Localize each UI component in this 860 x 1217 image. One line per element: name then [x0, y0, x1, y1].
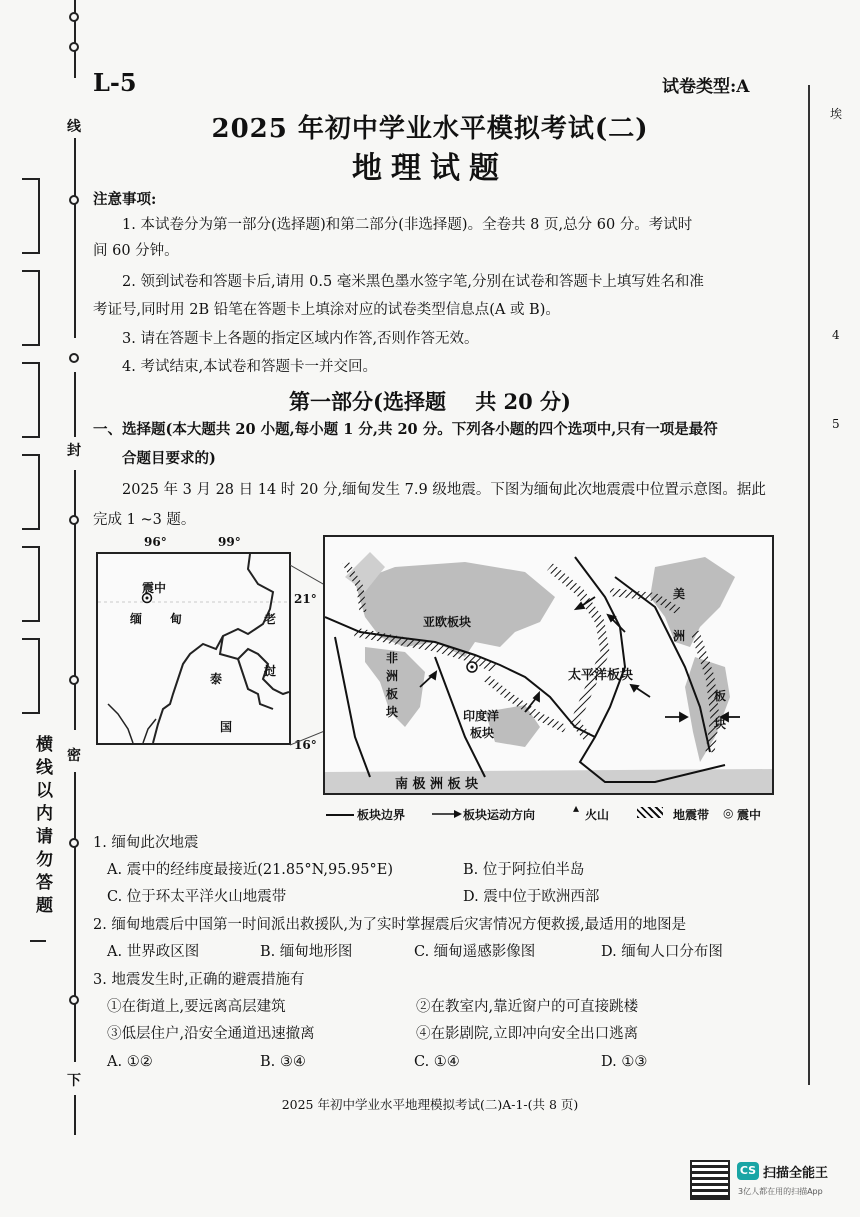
legend-volcano: 火山 — [585, 808, 610, 822]
q2-option-c: C. 缅甸遥感影像图 — [414, 944, 536, 960]
volcano-icon: ▴ — [573, 801, 580, 815]
part1-instruction-cont: 合题目要求的) — [122, 450, 216, 467]
plate-eurasia: 亚欧板块 — [423, 615, 472, 629]
myanmar-map — [96, 552, 291, 745]
q3-item-1: ①在街道上,要远离高层建筑 — [107, 999, 286, 1015]
legend-boundary-line — [326, 814, 354, 816]
margin-char-xia: 下 — [67, 1073, 81, 1089]
myanmar-border-lines — [98, 554, 289, 743]
legend-motion: 板块运动方向 — [463, 808, 536, 822]
plate-america: 美 — [673, 587, 686, 601]
legend-boundary: 板块边界 — [357, 808, 406, 822]
margin-dot — [69, 995, 79, 1005]
margin-dot — [69, 42, 79, 52]
q2-option-b: B. 缅甸地形图 — [260, 944, 353, 960]
margin-bracket — [22, 178, 40, 254]
laos-label: 老 — [264, 612, 277, 626]
question-1-stem: 1. 缅甸此次地震 — [93, 835, 199, 851]
note-line: 2. 领到试卷和答题卡后,请用 0.5 毫米黑色墨水签字笔,分别在试卷和答题卡上填写姓名和准 — [122, 274, 704, 290]
margin-dot — [69, 515, 79, 525]
note-line: 考证号,同时用 2B 铅笔在答题卡上填涂对应的试卷类型信息点(A 或 B)。 — [93, 302, 560, 318]
question-2-stem: 2. 缅甸地震后中国第一时间派出救援队,为了实时掌握震后灾害情况方便救援,最适用的地图是 — [93, 917, 687, 933]
note-line: 1. 本试卷分为第一部分(选择题)和第二部分(非选择题)。全卷共 8 页,总分 60 分。考试时 — [122, 217, 693, 233]
context-text-cont: 完成 1 ~3 题。 — [93, 512, 196, 528]
q1-option-b: B. 位于阿拉伯半岛 — [463, 862, 585, 878]
plate-africa: 板 — [386, 687, 399, 701]
plate-pacific: 太平洋板块 — [568, 668, 634, 683]
qr-code-icon — [690, 1160, 730, 1200]
q1-option-d: D. 震中位于欧洲西部 — [463, 889, 600, 905]
margin-dot — [69, 195, 79, 205]
margin-dot — [69, 838, 79, 848]
plate-africa: 非 — [386, 651, 399, 665]
scanner-name: 扫描全能王 — [763, 1166, 829, 1181]
world-plate-map — [323, 535, 774, 795]
q3-option-d: D. ①③ — [601, 1054, 648, 1070]
right-edge-char: 埃 — [830, 107, 843, 121]
margin-bracket — [22, 454, 40, 530]
q1-option-a: A. 震中的经纬度最接近(21.85°N,95.95°E) — [107, 862, 393, 878]
scanner-tagline: 3亿人都在用的扫描App — [738, 1187, 823, 1196]
lon-96: 96° — [144, 535, 167, 549]
legend-hatch-icon — [637, 807, 663, 818]
exam-title: 2025 年初中学业水平模拟考试(二) — [211, 114, 649, 144]
legend-quake-belt: 地震带 — [673, 808, 710, 822]
epicenter-label: 震中 — [142, 581, 167, 595]
q2-option-d: D. 缅甸人口分布图 — [601, 944, 723, 960]
thailand-label: 国 — [220, 720, 233, 734]
margin-dot — [69, 12, 79, 22]
paper-type: 试卷类型:A — [662, 77, 750, 97]
legend-epicenter: 震中 — [737, 808, 762, 822]
thailand-label: 泰 — [210, 672, 223, 686]
myanmar-label: 甸 — [170, 612, 183, 626]
lon-99: 99° — [218, 535, 241, 549]
myanmar-label: 缅 — [130, 612, 143, 626]
paper-code: L-5 — [93, 68, 137, 97]
margin-char-feng: 封 — [67, 443, 81, 459]
plate-africa: 洲 — [386, 669, 399, 683]
q3-item-4: ④在影剧院,立即冲向安全出口逃离 — [416, 1026, 639, 1042]
epicenter-icon: ◎ — [723, 806, 734, 820]
plate-africa: 块 — [386, 705, 399, 719]
plate-america: 板 — [714, 689, 727, 703]
notes-heading: 注意事项: — [93, 191, 157, 208]
margin-dot — [69, 353, 79, 363]
q3-option-c: C. ①④ — [414, 1054, 460, 1070]
plate-indian: 板块 — [470, 726, 495, 740]
q3-item-2: ②在教室内,靠近窗户的可直接跳楼 — [416, 999, 639, 1015]
note-line: 间 60 分钟。 — [93, 243, 179, 259]
margin-warning: 横线以内请勿答题 — [32, 735, 52, 919]
margin-char-mi: 密 — [67, 748, 81, 764]
note-line: 3. 请在答题卡上各题的指定区域内作答,否则作答无效。 — [122, 331, 479, 347]
plate-america: 洲 — [673, 629, 686, 643]
margin-bracket — [22, 638, 40, 714]
legend-arrow-icon — [432, 808, 462, 820]
lat-16: 16° — [294, 738, 317, 752]
plate-antarctic: 南 极 洲 板 块 — [395, 777, 479, 792]
margin-dot — [69, 675, 79, 685]
q2-option-a: A. 世界政区图 — [107, 944, 200, 960]
laos-label: 挝 — [264, 664, 277, 678]
margin-char-xian: 线 — [67, 119, 81, 135]
q3-option-b: B. ③④ — [260, 1054, 306, 1070]
lat-21: 21° — [294, 592, 317, 606]
question-3-stem: 3. 地震发生时,正确的避震措施有 — [93, 972, 305, 988]
part1-instruction: 一、选择题(本大题共 20 小题,每小题 1 分,共 20 分。下列各小题的四个选项中,只有一项是最符 — [93, 421, 718, 438]
q3-option-a: A. ①② — [107, 1054, 153, 1070]
plate-indian: 印度洋 — [463, 709, 500, 723]
exam-subject: 地理试题 — [352, 151, 508, 186]
part1-title: 第一部分(选择题 共 20 分) — [289, 389, 571, 414]
margin-bracket — [22, 270, 40, 346]
q1-option-c: C. 位于环太平洋火山地震带 — [107, 889, 287, 905]
note-line: 4. 考试结束,本试卷和答题卡一并交回。 — [122, 359, 378, 375]
scanner-badge: CS — [737, 1162, 759, 1180]
plate-america: 块 — [714, 717, 727, 731]
right-edge-char: 4 — [832, 328, 840, 342]
page-footer: 2025 年初中学业水平地理模拟考试(二)A-1-(共 8 页) — [281, 1097, 579, 1112]
q3-item-3: ③低层住户,沿安全通道迅速撤离 — [107, 1026, 315, 1042]
right-edge-char: 5 — [832, 417, 840, 431]
context-text: 2025 年 3 月 28 日 14 时 20 分,缅甸发生 7.9 级地震。下图为缅甸此次地震震中位置示意图。据此 — [122, 482, 766, 498]
margin-bracket — [22, 546, 40, 622]
